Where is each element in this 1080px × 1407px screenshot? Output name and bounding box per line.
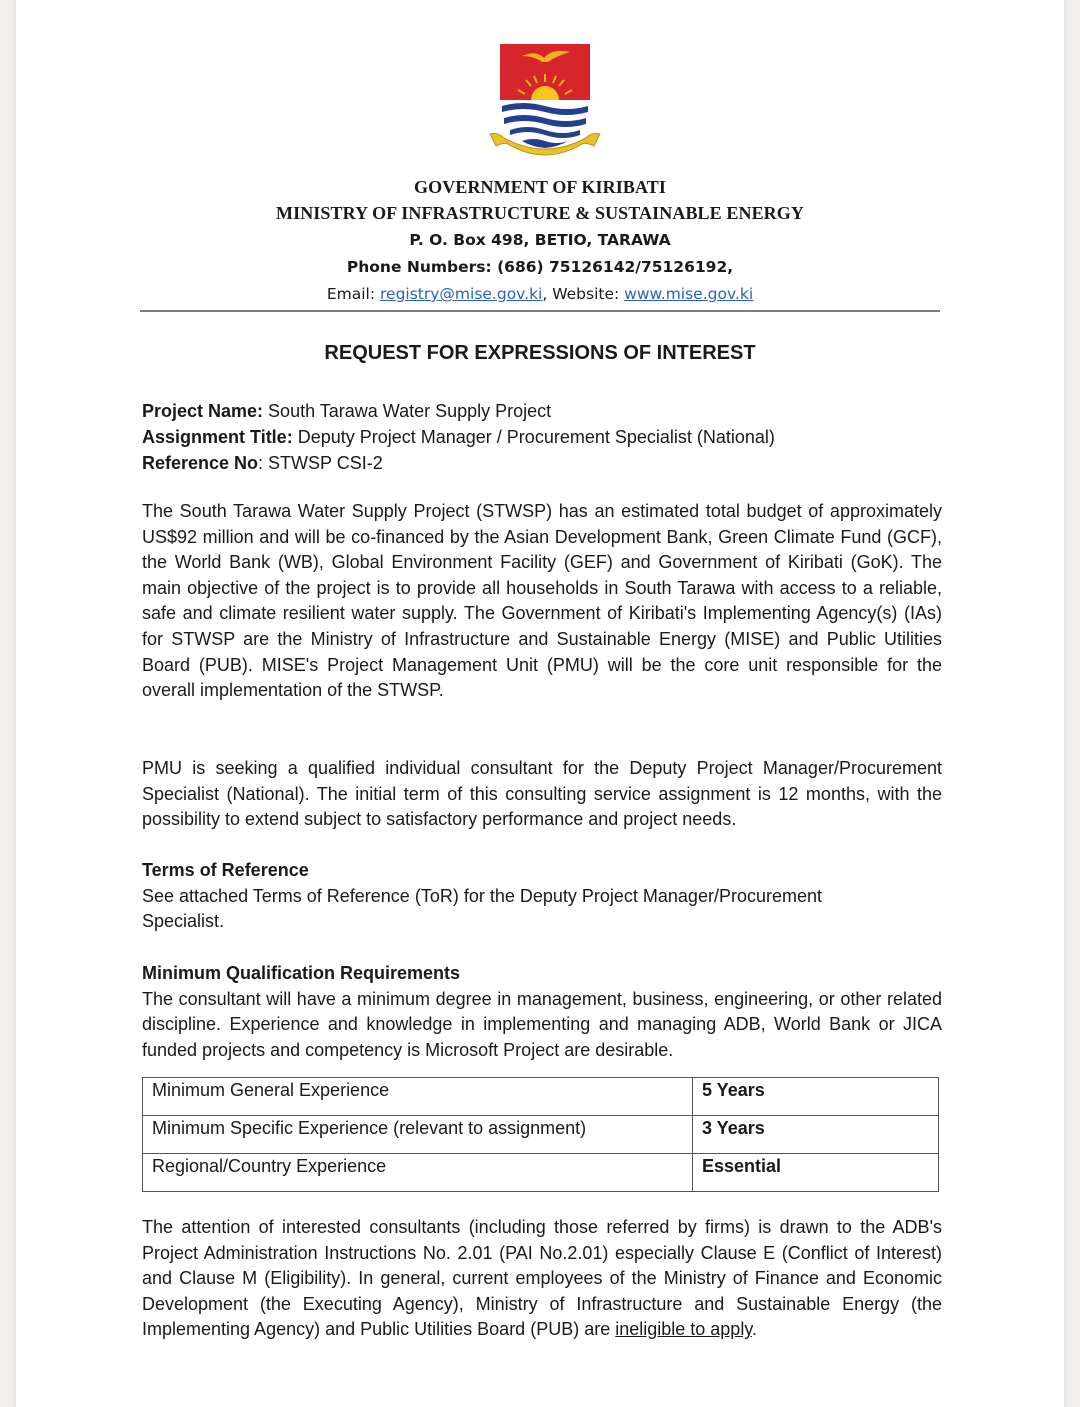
eligibility-end: . — [751, 1319, 757, 1340]
website-label: , Website: — [542, 285, 625, 303]
assignment-title-label: Assignment Title: — [142, 427, 293, 447]
ministry-name: MINISTRY OF INFRASTRUCTURE & SUSTAINABLE ENERGY — [276, 203, 804, 223]
header-divider — [140, 310, 940, 312]
document-page — [16, 0, 1064, 1407]
tor-text: See attached Terms of Reference (ToR) for the Deputy Project Manager/Procurement Specialist. — [142, 885, 822, 932]
phone-numbers: Phone Numbers: (686) 75126142/75126192, — [346, 258, 734, 276]
pmu-paragraph: PMU is seeking a qualified individual consultant for the Deputy Project Manager/Procurement Specialist (National). The initial term of this consulting service assignment is 12 months, with the possibility to extend subject to satisfactory performance and project needs. — [142, 758, 942, 830]
table-row — [143, 1154, 939, 1192]
requirement-value: Essential — [693, 1154, 939, 1192]
assignment-title-row — [142, 424, 775, 450]
eligibility-text: The attention of interested consultants (including those referred by firms) is drawn to the ADB's Project Administration Instructions No. 2.01 (PAI No.2.01) especially Clause E (Conflict of Interest) and Clause M (Eligibility). In general, current employees of the Ministry of Finance and Economic Development (the Executing Agency), Ministry of Infrastructure and Sustainable Energy (the Implementing Agency) and Public Utilities Board (PUB) are — [142, 1217, 942, 1340]
project-name-label: Project Name: — [142, 401, 264, 421]
reference-row — [142, 450, 775, 476]
email-label: Email: — [326, 285, 380, 303]
ineligible-emphasis: ineligible to apply — [615, 1319, 752, 1340]
coat-of-arms-icon — [486, 38, 604, 162]
project-name-value: South Tarawa Water Supply Project — [263, 401, 552, 421]
requirement-label: Minimum General Experience — [143, 1078, 693, 1116]
requirement-label: Minimum Specific Experience (relevant to assignment) — [143, 1116, 693, 1154]
postal-address: P. O. Box 498, BETIO, TARAWA — [409, 231, 671, 249]
website-link[interactable]: www.mise.gov.ki — [624, 285, 754, 303]
tor-heading: Terms of Reference — [142, 860, 309, 880]
project-details — [142, 398, 775, 476]
email-link[interactable]: registry@mise.gov.ki — [380, 285, 543, 303]
requirement-label: Regional/Country Experience — [143, 1154, 693, 1192]
government-name: GOVERNMENT OF KIRIBATI — [414, 177, 666, 197]
table-row — [143, 1116, 939, 1154]
requirement-value: 5 Years — [693, 1078, 939, 1116]
table-row — [143, 1078, 939, 1116]
terms-of-reference-section — [142, 858, 942, 935]
intro-paragraph: The South Tarawa Water Supply Project (STWSP) has an estimated total budget of approximately US$92 million and will be co-financed by the Asian Development Bank, Green Climate Fund (GCF), the World Bank (WB), Global Environment Facility (GEF) and Government of Kiribati (GoK). The main objective of the project is to provide all households in South Tarawa with access to a reliable, safe and climate resilient water supply. The Government of Kiribati's Implementing Agency(s) (IAs) for STWSP are the Ministry of Infrastructure and Sustainable Energy (MISE) and Public Utilities Board (PUB). MISE's Project Management Unit (PMU) will be the core unit responsible for the overall implementation of the STWSP. — [142, 501, 942, 701]
assignment-title-value: Deputy Project Manager / Procurement Specialist (National) — [292, 427, 775, 447]
reference-value: : STWSP CSI-2 — [258, 453, 383, 473]
mqr-heading: Minimum Qualification Requirements — [142, 963, 461, 983]
requirement-value: 3 Years — [693, 1116, 939, 1154]
document-title: REQUEST FOR EXPRESSIONS OF INTEREST — [324, 342, 756, 364]
reference-label: Reference No — [142, 453, 259, 473]
mqr-text: The consultant will have a minimum degree in management, business, engineering, or other related discipline. Experience and knowledge in implementing and managing ADB, World Bank or JICA funded projects and competency is Microsoft Project are desirable. — [142, 988, 942, 1060]
project-name-row — [142, 398, 775, 424]
requirements-table — [142, 1077, 939, 1192]
eligibility-paragraph — [142, 1215, 942, 1343]
qualification-section — [142, 961, 942, 1063]
contact-line — [16, 285, 1064, 303]
